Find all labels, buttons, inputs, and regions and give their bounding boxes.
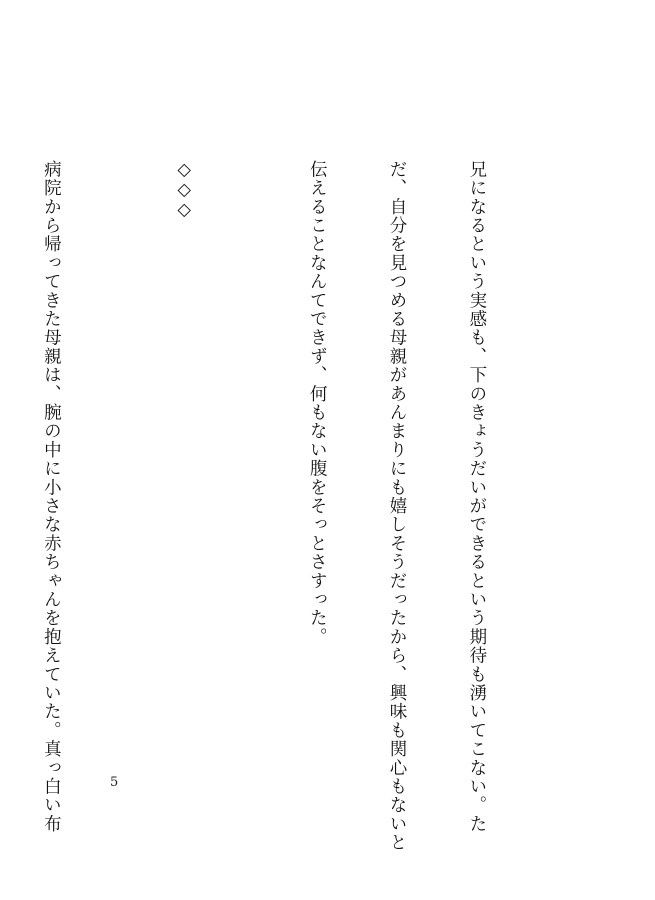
scene-break-ornament: ◇◇◇ xyxy=(174,160,195,220)
paragraph-line-1: 兄になるという実感も、下のきょうだいができるという期待も湧いてこない。た xyxy=(466,160,487,834)
paragraph-line-4: 病院から帰ってきた母親は、腕の中に小さな赤ちゃんを抱えていた。真っ白い布 xyxy=(41,160,62,834)
paragraph-line-2: だ、自分を見つめる母親があんまりにも嬉しそうだったから、興味も関心もないと xyxy=(387,160,408,852)
paragraph-line-3: 伝えることなんてできず、何もない腹をそっとさすった。 xyxy=(307,160,328,647)
page-number: 5 xyxy=(110,775,119,790)
vertical-text-block xyxy=(0,160,543,852)
